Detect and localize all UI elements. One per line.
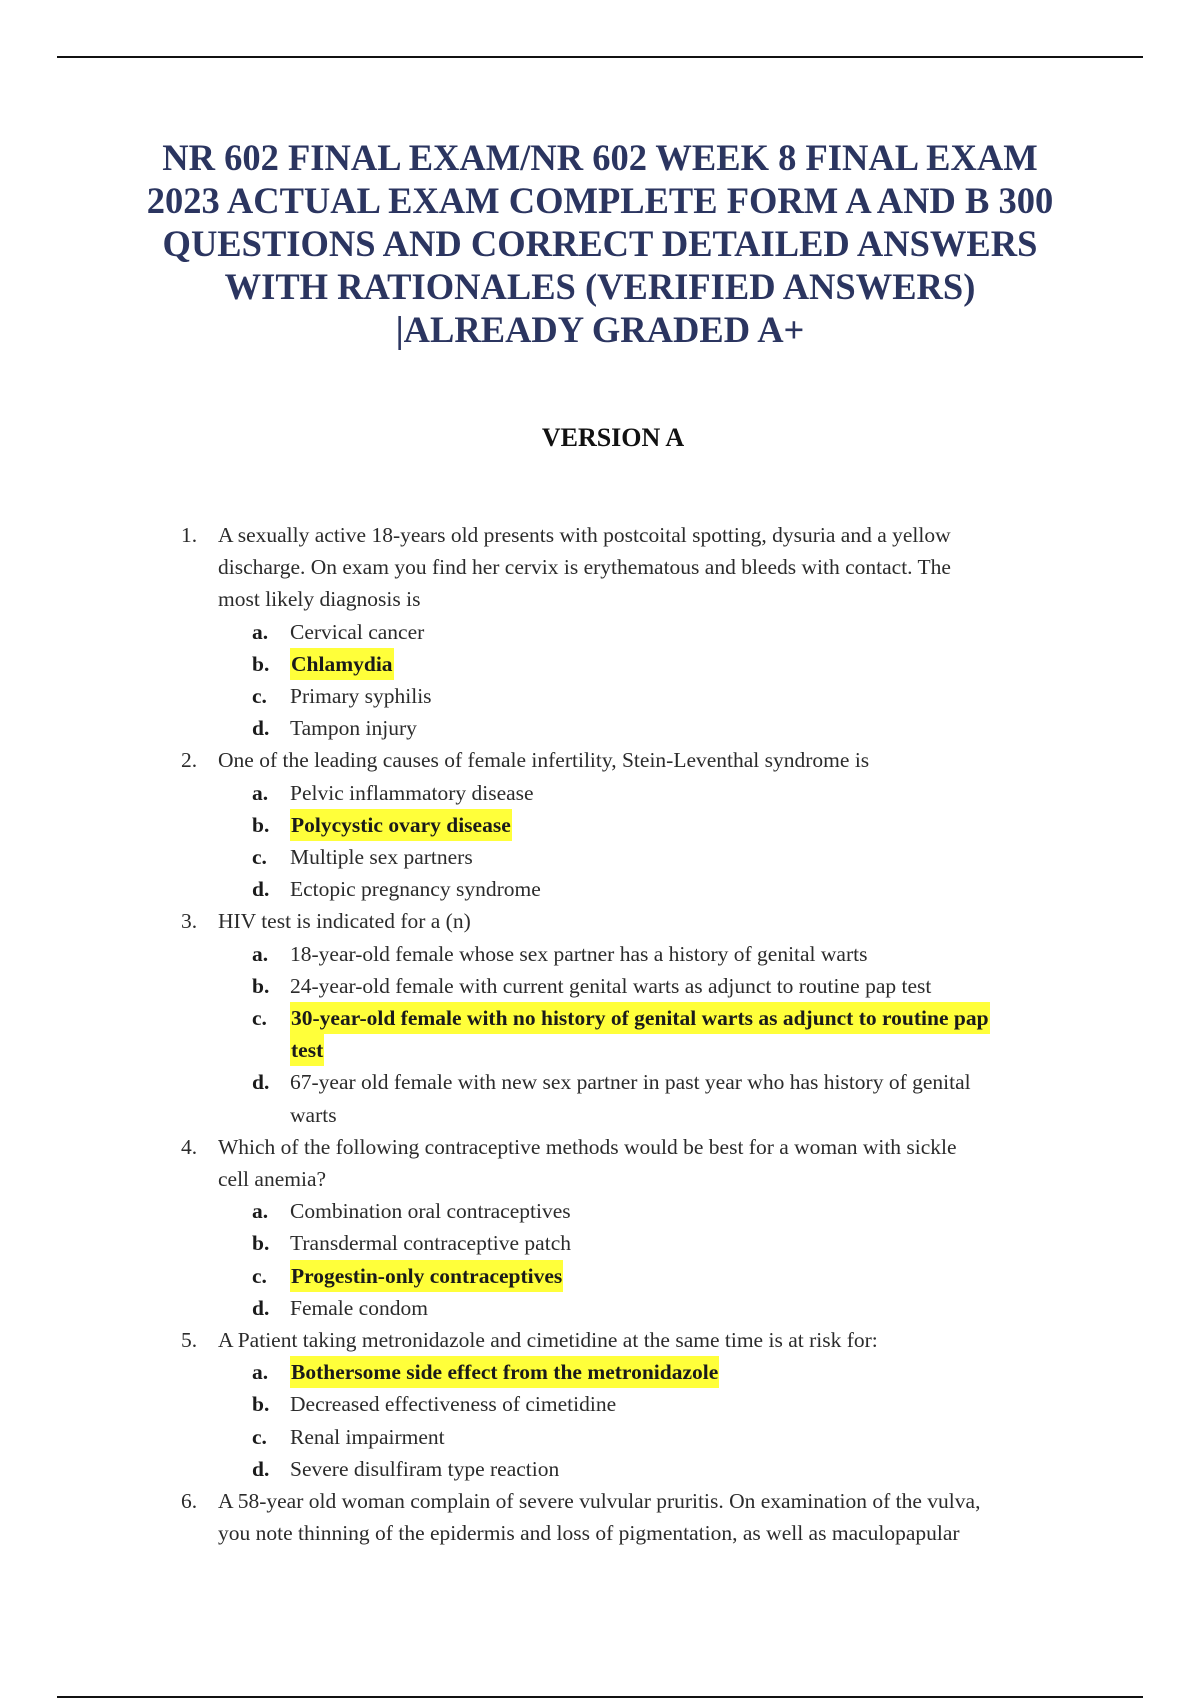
- option-text-line: 67-year old female with new sex partner in past year who has history of genital: [290, 1070, 971, 1095]
- option-letter: b.: [252, 812, 270, 837]
- question-text-line: cell anemia?: [218, 1167, 327, 1192]
- answer-option: [252, 680, 1070, 712]
- question-text-line: Which of the following contraceptive methods would be best for a woman with sickle: [218, 1134, 957, 1159]
- answer-option: [252, 1292, 1070, 1324]
- top-rule: [57, 56, 1143, 58]
- option-text-line: Combination oral contraceptives: [290, 1199, 571, 1224]
- option-letter: b.: [252, 1231, 270, 1256]
- question-text-line: discharge. On exam you find her cervix is erythematous and bleeds with contact. The: [218, 555, 951, 580]
- option-letter: d.: [252, 877, 270, 902]
- option-text: [290, 1356, 1070, 1388]
- option-text-line: Cervical cancer: [290, 619, 425, 644]
- answer-option: [252, 1227, 1070, 1259]
- document-title: [120, 136, 1080, 351]
- question-text-line: A Patient taking metronidazole and cimetidine at the same time is at risk for:: [218, 1328, 878, 1353]
- option-letter: a.: [252, 1199, 269, 1224]
- option-letter: a.: [252, 780, 269, 805]
- option-letter: a.: [252, 941, 269, 966]
- highlighted-answer-line: Polycystic ovary disease: [290, 809, 512, 841]
- answer-option-correct: [252, 809, 1070, 841]
- answer-option: [252, 1388, 1070, 1420]
- option-text: [290, 809, 1070, 841]
- option-text: [290, 1453, 1070, 1485]
- question-number: 5.: [181, 1328, 198, 1353]
- question-text: [218, 519, 1068, 616]
- option-text: [290, 970, 1070, 1002]
- question-number: 6.: [181, 1489, 198, 1514]
- option-text-line: Multiple sex partners: [290, 845, 473, 870]
- option-text: [290, 680, 1070, 712]
- option-text-line: Female condom: [290, 1295, 428, 1320]
- option-text-line: warts: [290, 1102, 337, 1127]
- option-letter: c.: [252, 1263, 267, 1288]
- option-text: [290, 1421, 1070, 1453]
- option-letter: b.: [252, 1392, 270, 1417]
- option-text-line: Primary syphilis: [290, 684, 432, 709]
- question-text: [218, 1324, 1068, 1356]
- question-text: [218, 1131, 1068, 1195]
- question-text-line: A sexually active 18-years old presents with postcoital spotting, dysuria and a yellow: [218, 523, 951, 547]
- answer-option-correct: [252, 1260, 1070, 1292]
- highlighted-answer-line: test: [290, 1034, 324, 1066]
- option-text: [290, 777, 1070, 809]
- question-number: 3.: [181, 909, 198, 934]
- highlighted-answer-line: 30-year-old female with no history of genital warts as adjunct to routine pap: [290, 1002, 990, 1034]
- option-text-line: Decreased effectiveness of cimetidine: [290, 1392, 617, 1417]
- option-text: [290, 712, 1070, 744]
- option-text-line: 24-year-old female with current genital warts as adjunct to routine pap test: [290, 973, 932, 998]
- question-item: [181, 519, 1068, 744]
- question-text-line: you note thinning of the epidermis and loss of pigmentation, as well as maculopapular: [218, 1521, 960, 1546]
- option-letter: d.: [252, 1070, 270, 1095]
- question-text: [218, 744, 1068, 776]
- question-number: 2.: [181, 748, 198, 773]
- option-text-line: Tampon injury: [290, 716, 417, 741]
- answer-option: [252, 712, 1070, 744]
- question-text-line: HIV test is indicated for a (n): [218, 909, 471, 934]
- answer-option: [252, 1066, 1070, 1130]
- question-item: [181, 1131, 1068, 1324]
- question-text-line: most likely diagnosis is: [218, 587, 421, 612]
- question-list: [0, 519, 1200, 1550]
- option-text: [290, 873, 1070, 905]
- option-letter: c.: [252, 1006, 267, 1031]
- option-text-line: 18-year-old female whose sex partner has a history of genital warts: [290, 941, 868, 966]
- option-text: [290, 1227, 1070, 1259]
- title-line: 2023 ACTUAL EXAM COMPLETE FORM A AND B 300: [146, 180, 1054, 221]
- option-text: [290, 1388, 1070, 1420]
- answer-option: [252, 938, 1070, 970]
- option-text: [290, 1066, 1070, 1130]
- option-text: [290, 841, 1070, 873]
- answer-option: [252, 1421, 1070, 1453]
- highlighted-answer-line: Progestin-only contraceptives: [290, 1260, 563, 1292]
- option-text: [290, 1002, 1070, 1066]
- option-letter: a.: [252, 1360, 269, 1385]
- option-text: [290, 648, 1070, 680]
- option-letter: c.: [252, 845, 267, 870]
- question-text: [218, 905, 1068, 937]
- bottom-rule: [57, 1696, 1143, 1698]
- question-item: [181, 744, 1068, 905]
- answer-option: [252, 616, 1070, 648]
- option-letter: d.: [252, 1295, 270, 1320]
- version-heading: VERSION A: [541, 423, 685, 452]
- option-letter: b.: [252, 651, 270, 676]
- option-letter: a.: [252, 619, 269, 644]
- option-text-line: Renal impairment: [290, 1424, 445, 1449]
- option-text: [290, 1195, 1070, 1227]
- question-item: [181, 1324, 1068, 1485]
- answer-option: [252, 1453, 1070, 1485]
- option-letter: b.: [252, 973, 270, 998]
- answer-option-correct: [252, 1356, 1070, 1388]
- option-text-line: Transdermal contraceptive patch: [290, 1231, 571, 1256]
- title-line: |ALREADY GRADED A+: [395, 309, 805, 350]
- answer-option: [252, 1195, 1070, 1227]
- question-item: [181, 1485, 1068, 1549]
- option-letter: d.: [252, 1456, 270, 1481]
- question-text: [218, 1485, 1068, 1549]
- option-letter: c.: [252, 684, 267, 709]
- option-letter: d.: [252, 716, 270, 741]
- title-line: QUESTIONS AND CORRECT DETAILED ANSWERS: [162, 223, 1038, 264]
- title-line: NR 602 FINAL EXAM/NR 602 WEEK 8 FINAL EXAM: [162, 137, 1038, 178]
- option-letter: c.: [252, 1424, 267, 1449]
- option-text-line: Severe disulfiram type reaction: [290, 1456, 560, 1481]
- highlighted-answer-line: Chlamydia: [290, 648, 394, 680]
- option-text: [290, 1292, 1070, 1324]
- question-text-line: One of the leading causes of female infertility, Stein-Leventhal syndrome is: [218, 748, 870, 773]
- option-text: [290, 616, 1070, 648]
- question-text-line: A 58-year old woman complain of severe vulvular pruritis. On examination of the vulva,: [218, 1489, 981, 1514]
- title-line: WITH RATIONALES (VERIFIED ANSWERS): [224, 266, 976, 307]
- option-text-line: Ectopic pregnancy syndrome: [290, 877, 541, 902]
- question-item: [181, 905, 1068, 1130]
- answer-option: [252, 841, 1070, 873]
- option-text: [290, 1260, 1070, 1292]
- answer-option: [252, 873, 1070, 905]
- question-number: 4.: [181, 1134, 198, 1159]
- answer-option: [252, 777, 1070, 809]
- answer-option: [252, 970, 1070, 1002]
- option-text: [290, 938, 1070, 970]
- question-number: 1.: [181, 523, 198, 547]
- answer-option-correct: [252, 1002, 1070, 1066]
- answer-option-correct: [252, 648, 1070, 680]
- highlighted-answer-line: Bothersome side effect from the metronidazole: [290, 1356, 719, 1388]
- option-text-line: Pelvic inflammatory disease: [290, 780, 534, 805]
